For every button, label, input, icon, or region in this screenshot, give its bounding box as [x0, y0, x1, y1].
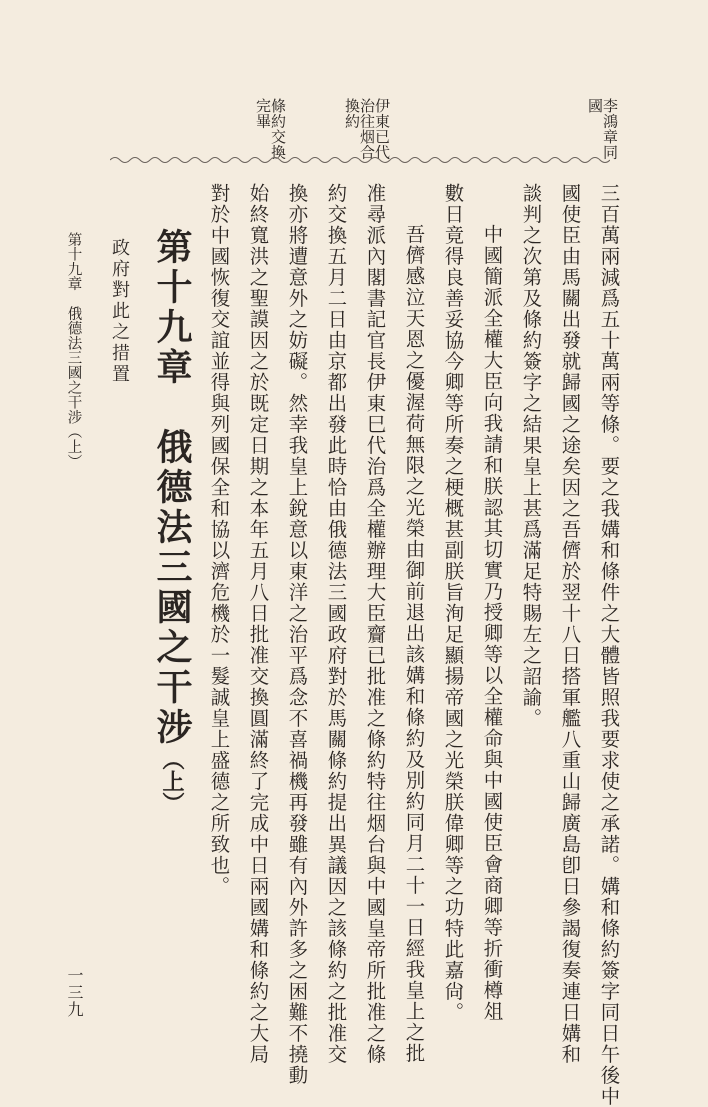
margin-note-3-line-2: 完畢 [254, 98, 272, 129]
margin-note-1-line-1: 李鴻章同 [601, 98, 619, 160]
body-column-10: 始終寬洪之聖謨因之於既定日期之本年五月八日批准交換圓滿終了完成中日兩國媾和條約之大局 [246, 183, 270, 1065]
body-column-4: 中國簡派全權大臣向我請和朕認其切實乃授卿等以全權命與中國使臣會商卿等折衝樽俎 [480, 224, 504, 1022]
body-column-5: 數日竟得良善妥協今卿等所奏之梗概甚副朕旨洵足顯揚帝國之光榮朕偉卿等之功特此嘉尙。 [441, 183, 465, 1023]
body-column-6: 吾儕感泣天恩之優渥荷無限之光榮由御前退出該媾和條約及別約同月二十一日經我皇上之批 [402, 224, 426, 1064]
margin-note-1-line-2: 國 [586, 98, 604, 114]
chapter-title: 第十九章 俄德法三國之干涉 [151, 228, 193, 748]
margin-note-2-line-3: 換約 [343, 98, 361, 129]
margin-note-2-line-1: 伊東已代 [373, 98, 391, 160]
margin-note-3 [255, 98, 285, 160]
running-footer: 第十九章 俄德法三國之干涉（上） [65, 232, 82, 469]
wavy-divider [110, 154, 610, 166]
body-column-1: 三百萬兩減爲五十萬兩等條。要之我媾和條件之大體皆照我要求使之承諾。媾和條約簽字同日午後中 [597, 183, 621, 1107]
margin-note-2-line-2: 治往烟合 [358, 98, 376, 160]
page-number: 一三九 [65, 967, 84, 1018]
body-column-3: 談判之次第及條約簽字之結果皇上甚爲滿足特賜左之詔諭。 [519, 183, 543, 729]
body-column-2: 國使臣由馬關出發就歸國之途矣因之吾儕於翌十八日搭軍艦八重山歸廣島卽日參謁復奏連日媾和 [558, 183, 582, 1065]
margin-note-2 [344, 98, 389, 160]
body-column-7: 准尋派內閣書記官長伊東巳代治爲全權辦理大臣齎已批准之條約特往烟台與中國皇帝所批准之條 [363, 183, 387, 1065]
chapter-subtitle: （上） [159, 748, 185, 814]
margin-note-3-line-1: 條約交換 [269, 98, 287, 160]
body-column-9: 換亦將遭意外之妨礙。然幸我皇上銳意以東洋之治平爲念不喜禍機再發雖有內外許多之困難不撓動 [285, 183, 309, 1086]
body-column-8: 約交換五月二日由京都出發此時恰由俄德法三國政府對於馬關條約提出異議因之該條約之批准交 [324, 183, 348, 1065]
body-column-11: 對於中國恢復交誼並得與列國保全和協以濟危機於一髮誠皇上盛德之所致也。 [207, 183, 231, 897]
chapter-heading [151, 228, 193, 814]
margin-note-1 [587, 98, 617, 160]
section-title: 政府對此之措置 [109, 238, 130, 385]
